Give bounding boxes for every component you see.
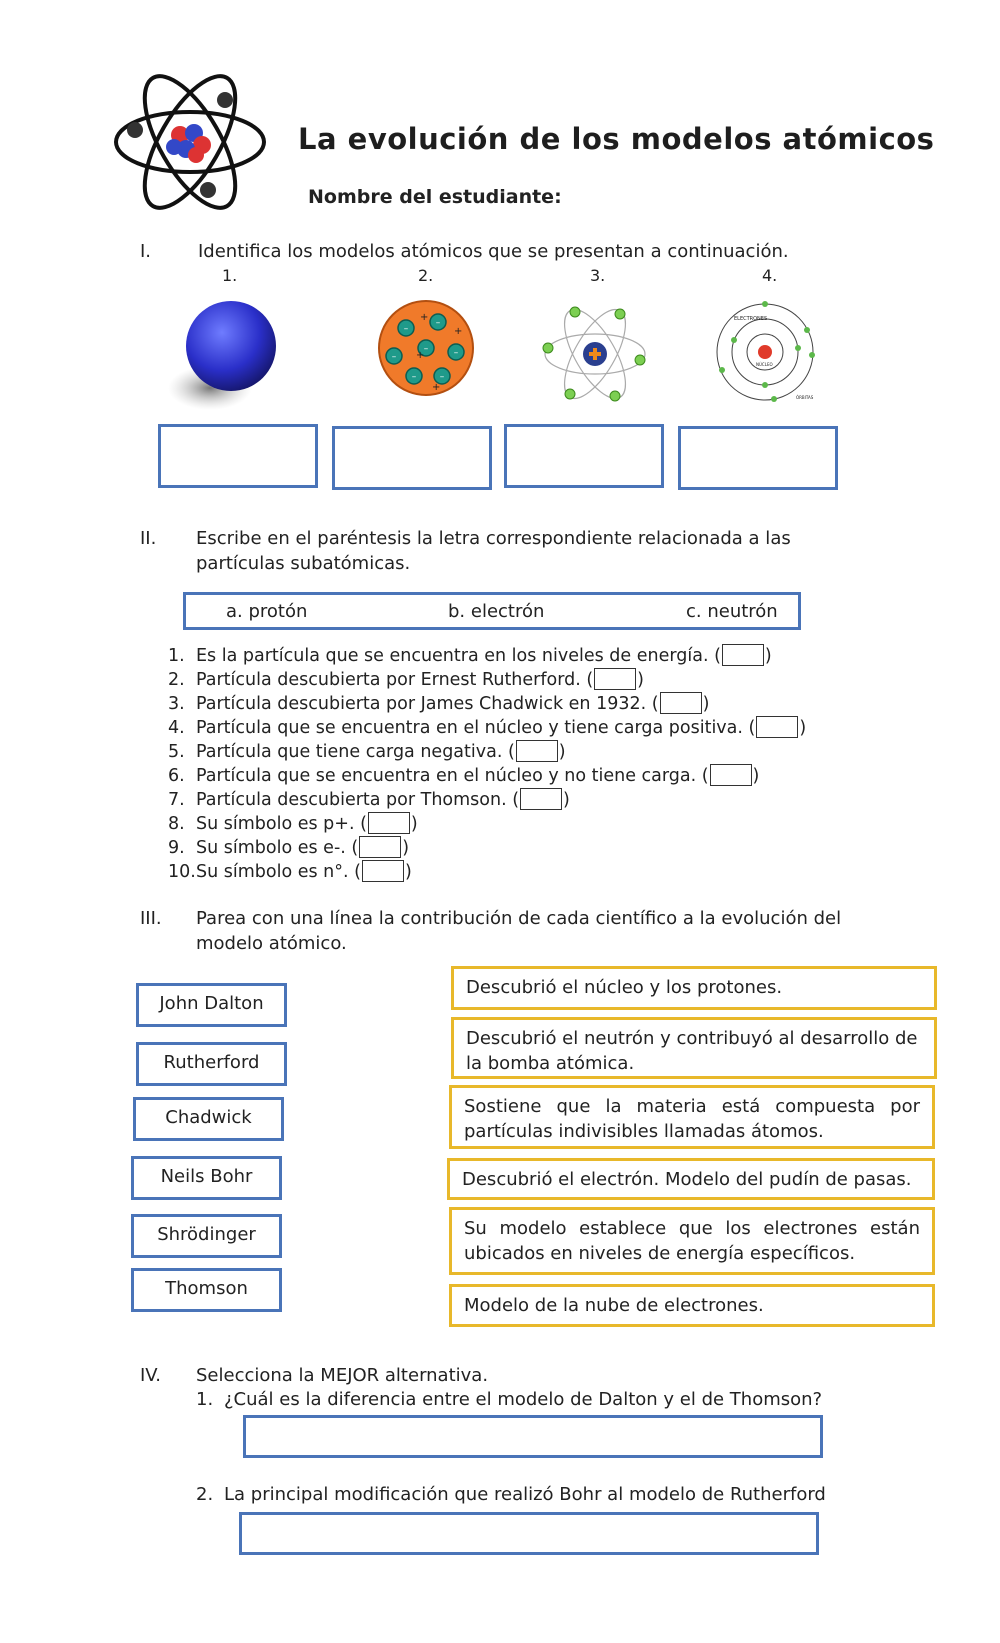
list-item: 9. Su símbolo es e-. ( ) [168,838,410,858]
model-1-number: 1. [222,266,238,285]
page-title: La evolución de los modelos atómicos [298,122,935,156]
answer-blank-7[interactable] [520,788,562,810]
section-4-heading [140,1363,488,1388]
section-3-heading [140,906,900,956]
list-item: 6. Partícula que se encuentra en el núcleo y no tiene carga. ( ) [168,766,760,786]
list-item: 2. Partícula descubierta por Ernest Rutherford. ( ) [168,670,644,690]
answer-blank-2[interactable] [594,668,636,690]
bohr-nucleus-label: NÚCLEO [756,362,773,367]
answer-blank-3[interactable] [660,692,702,714]
svg-text:–: – [435,318,441,328]
particle-questions-list [168,644,806,884]
bohr-electrons-label: ELECTRONES [734,316,768,322]
scientist-schrodinger[interactable]: Shrödinger [131,1214,282,1258]
answer-blank-1[interactable] [722,644,764,666]
section-2-roman: II. [140,528,157,549]
contribution-2[interactable]: Descubrió el neutrón y contribuyó al desarrollo de la bomba atómica. [451,1017,937,1079]
svg-text:+: + [416,350,425,361]
particle-options-box [183,592,801,630]
list-item: 8. Su símbolo es p+. ( ) [168,814,418,834]
svg-text:–: – [411,372,417,382]
section-1-heading [140,239,789,264]
answer-blank-5[interactable] [516,740,558,762]
answer-blank-8[interactable] [368,812,410,834]
contribution-3[interactable]: Sostiene que la materia está compuesta por partículas indivisibles llamadas átomos. [449,1085,935,1149]
list-item: 7. Partícula descubierta por Thomson. ( ) [168,790,570,810]
svg-text:–: – [439,372,445,382]
bohr-model-image [712,300,824,405]
dalton-model-image [165,288,300,416]
contribution-5[interactable]: Su modelo establece que los electrones están ubicados en niveles de energía específicos. [449,1207,935,1275]
contribution-6[interactable]: Modelo de la nube de electrones. [449,1284,935,1327]
section-3-roman: III. [140,908,162,929]
question-2: 2. La principal modificación que realizó Bohr al modelo de Rutherford [196,1484,826,1505]
option-proton: a. protón [226,601,308,622]
model-3-answer-box[interactable] [504,424,664,488]
model-1-answer-box[interactable] [158,424,318,488]
list-item: 5. Partícula que tiene carga negativa. ( ) [168,742,566,762]
section-2-instruction-line2: partículas subatómicas. [196,553,411,574]
svg-text:–: – [423,344,429,354]
svg-text:+: + [454,326,463,337]
section-4-instruction: Selecciona la MEJOR alternativa. [196,1365,489,1386]
svg-text:–: – [391,352,397,362]
contribution-1[interactable]: Descubrió el núcleo y los protones. [451,966,937,1010]
list-item: 4. Partícula que se encuentra en el núcleo y tiene carga positiva. ( ) [168,718,807,738]
list-item: 3. Partícula descubierta por James Chadwick en 1932. ( ) [168,694,710,714]
scientist-rutherford[interactable]: Rutherford [136,1042,287,1086]
scientist-bohr[interactable]: Neils Bohr [131,1156,282,1200]
model-4-answer-box[interactable] [678,426,838,490]
svg-text:+: + [432,382,441,393]
section-1-roman: I. [140,241,152,262]
svg-text:–: – [403,324,409,334]
section-1-instruction: Identifica los modelos atómicos que se presentan a continuación. [198,241,789,262]
answer-blank-6[interactable] [710,764,752,786]
contribution-4[interactable]: Descubrió el electrón. Modelo del pudín de pasas. [447,1158,935,1200]
answer-blank-10[interactable] [362,860,404,882]
model-3-number: 3. [590,266,606,285]
thomson-model-image [376,298,476,398]
atom-logo-icon [110,55,270,230]
answer-blank-9[interactable] [359,836,401,858]
question-2-answer-box[interactable] [239,1512,819,1555]
scientist-chadwick[interactable]: Chadwick [133,1097,284,1141]
bohr-orbits-label: ÓRBITAS [796,395,814,400]
option-neutron: c. neutrón [686,601,778,622]
list-item: 1. Es la partícula que se encuentra en los niveles de energía. ( ) [168,646,772,666]
answer-blank-4[interactable] [756,716,798,738]
model-2-number: 2. [418,266,434,285]
svg-text:–: – [453,348,459,358]
question-1: 1. ¿Cuál es la diferencia entre el modelo de Dalton y el de Thomson? [196,1389,823,1410]
list-item: 10. Su símbolo es n°. ( ) [168,862,412,882]
section-3-instruction-line2: modelo atómico. [196,933,347,954]
scientist-thomson[interactable]: Thomson [131,1268,282,1312]
section-4-roman: IV. [140,1365,162,1386]
section-2-heading [140,526,840,576]
scientist-dalton[interactable]: John Dalton [136,983,287,1027]
section-3-instruction-line1: Parea con una línea la contribución de cada científico a la evolución del [196,908,842,929]
model-4-number: 4. [762,266,778,285]
question-1-answer-box[interactable] [243,1415,823,1458]
option-electron: b. electrón [448,601,545,622]
student-name-label: Nombre del estudiante: [308,186,562,208]
svg-text:+: + [420,312,429,323]
section-2-instruction-line1: Escribe en el paréntesis la letra correspondiente relacionada a las [196,528,791,549]
rutherford-model-image [540,300,650,408]
model-2-answer-box[interactable] [332,426,492,490]
